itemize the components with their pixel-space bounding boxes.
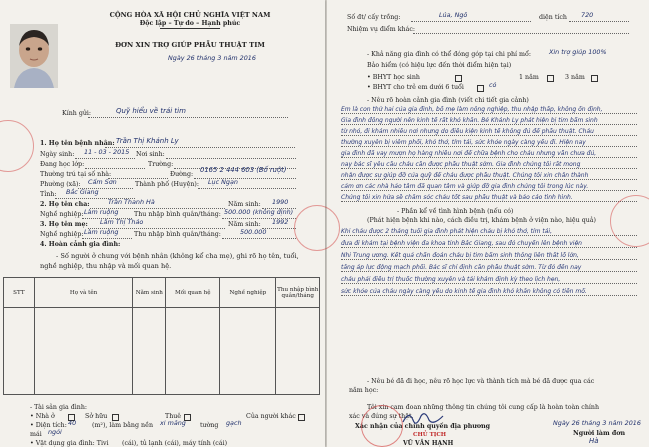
wall-label: tường <box>200 422 219 429</box>
handwritten-line: nay bác sĩ yêu cầu cháu cần được phẫu thuật sớm. Gia đình chúng tôi rất mong <box>341 161 581 168</box>
handwriting-rule <box>341 157 637 158</box>
school-label2: Trường: <box>148 161 174 168</box>
handwriting-rule <box>341 124 637 125</box>
requester-sign: Hà <box>589 437 599 445</box>
handwritten-line: gia đình đã vay mượn họ hàng nhiều nơi để chữa bệnh cho cháu nhưng vẫn chưa đủ, <box>341 150 597 157</box>
father-job-label: Nghề nghiệp: <box>40 211 84 218</box>
col-job: Nghề nghiệp <box>220 278 276 308</box>
household-table <box>3 277 320 395</box>
bhyt-checkbox[interactable] <box>455 75 462 82</box>
handwriting-rule <box>341 190 637 191</box>
section-1-label: 1. Họ tên bệnh nhân: <box>40 140 115 147</box>
table-row <box>4 308 320 395</box>
bhyt-value1: 1 năm <box>519 74 539 81</box>
form-title: ĐƠN XIN TRỢ GIÚP PHẪU THUẬT TIM <box>115 41 265 49</box>
col-stt: STT <box>4 278 35 308</box>
mother-job-value: Làm ruộng <box>84 228 119 236</box>
handwriting-rule <box>341 168 637 169</box>
assets-title: - Tài sản gia đình: <box>30 404 88 411</box>
header-motto: Độc lập – Tự do – Hạnh phúc <box>139 20 241 27</box>
handwritten-line: cháu phải điều trị thuốc thường xuyên và tái khám định kỳ theo lịch hẹn, <box>341 276 561 283</box>
situation-title: - Nêu rõ hoàn cảnh gia đình (viết chi tiết gia cảnh) <box>367 97 529 104</box>
dob-value: 11 - 03 - 2015 <box>84 148 130 156</box>
section-4-label: 4. Hoàn cảnh gia đình: <box>40 241 121 248</box>
pob-label: Nơi sinh: <box>136 151 165 158</box>
bonus-line <box>413 33 629 34</box>
father-year-value: 1990 <box>272 198 289 206</box>
official-signature <box>401 408 445 430</box>
area-line-right <box>569 21 629 22</box>
mother-income-value: 500.000 <box>240 228 267 236</box>
mother-job-label: Nghề nghiệp: <box>40 231 84 238</box>
handwritten-line: nhận được sự giúp đỡ của quỹ để cháu được phẫu thuật. Chúng tôi xin chân thành <box>341 172 589 179</box>
ward-label: Phường (xã): <box>40 181 81 188</box>
school-label: Đang học lớp: <box>40 161 85 168</box>
street-label: Đường: <box>170 171 194 178</box>
form-date: Ngày 26 tháng 3 năm 2016 <box>168 54 256 62</box>
sign-date: Ngày 26 tháng 3 năm 2016 <box>553 419 641 427</box>
province-value: Bắc Giang <box>66 188 99 196</box>
dob-label: Ngày sinh: <box>40 151 75 158</box>
health-line <box>411 21 531 22</box>
col-relation: Mối quan hệ <box>166 278 220 308</box>
handwriting-rule <box>341 235 637 236</box>
father-income-label: Thu nhập bình quân/tháng: <box>134 211 221 218</box>
bhyt2-line: • BHYT cho trẻ em dưới 6 tuổi <box>367 84 464 91</box>
floor-value: xi măng <box>160 419 186 427</box>
owner-other-label: Của người khác <box>246 413 296 420</box>
bhyt-value2: 3 năm <box>565 74 585 81</box>
mother-year-line <box>262 228 296 229</box>
bonus-label: Nhiệm vụ điểm khác: <box>347 26 416 33</box>
handwriting-rule <box>341 259 637 260</box>
address-label: Thường trú tại số nhà: <box>40 171 112 178</box>
form-page-right <box>327 0 649 447</box>
patient-name-value: Trần Thị Khánh Ly <box>116 137 179 145</box>
section-4-note: - Số người ở chung với bệnh nhân (không kể cha mẹ), ghi rõ họ tên, tuổi, <box>56 252 299 260</box>
handwriting-rule <box>341 283 637 284</box>
addressee-line <box>88 117 288 118</box>
phone-value: 0165 2 444 603 (Bố ruột) <box>200 166 287 174</box>
handwritten-line: đưa đi khám tại bệnh viện đa khoa tỉnh Bắc Giang, sau đó chuyển lên bệnh viện <box>341 240 582 247</box>
handwritten-line: Gia đình đông người nên kinh tế rất khó khăn. Bé Khánh Ly phát hiện bị tim bẩm sinh <box>341 117 598 124</box>
province-label: Tỉnh: <box>40 191 57 198</box>
roof-value: ngói <box>48 428 62 436</box>
handwriting-rule <box>341 113 637 114</box>
dob-line <box>75 158 135 159</box>
local-confirm-label: Xác nhận của chính quyền địa phương <box>355 423 491 430</box>
achievement-line: - Nêu bé đã đi học, nêu rõ học lực và thành tích mà bé đã được qua các <box>367 378 595 385</box>
achievement-line2: năm học: <box>349 387 379 394</box>
addressee-label: Kính gửi: <box>62 110 92 117</box>
handwritten-line: Nhi Trung ương. Kết quả chẩn đoán cháu bị tim bẩm sinh thông liên thất lỗ lớn, <box>341 252 579 259</box>
col-income: Thu nhập bình quân/tháng <box>276 278 320 308</box>
support-value: Xin trợ giúp 100% <box>549 48 607 56</box>
own-checkbox[interactable] <box>112 414 119 421</box>
area-unit: (m²), làm bằng nền <box>92 422 154 429</box>
pob-line <box>166 158 296 159</box>
address-line <box>108 178 168 179</box>
city-label: Thành phố (Huyện): <box>135 181 199 188</box>
bhyt-3yr-checkbox[interactable] <box>591 75 598 82</box>
requester-label: Người làm đơn <box>573 430 626 437</box>
col-year: Năm sinh <box>133 278 166 308</box>
handwritten-line: thường xuyên bị viêm phổi, khó thở, tím tái, sức khỏe ngày càng yếu đi. Hiện nay <box>341 139 586 146</box>
handwriting-rule <box>341 271 637 272</box>
patient-photo <box>10 24 58 88</box>
handwritten-line: cảm ơn các nhà hảo tâm đã quan tâm và giúp đỡ gia đình chúng tôi trong lúc này. <box>341 183 589 190</box>
handwritten-line: Em là con thứ hai của gia đình, bố mẹ làm nông nghiệp, thu nhập thấp, không ổn định, <box>341 106 603 113</box>
area-value: 40 <box>68 419 77 427</box>
disease-title: - Phần kể về tình hình bệnh (nếu có) <box>397 208 514 215</box>
handwritten-line: sức khỏe của cháu ngày càng yếu do kinh tế gia đình khó khăn không có tiền mổ. <box>341 288 587 295</box>
support-line: - Khả năng gia đình có thể đóng góp tại chi phí mổ: <box>367 51 531 58</box>
own-label: Sở hữu <box>85 413 108 420</box>
mother-name-value: Lâm Thị Thảo <box>100 218 144 226</box>
handwriting-rule <box>341 179 637 180</box>
city-line <box>198 188 296 189</box>
commit-line: Tôi xin cam đoan những thông tin chúng tôi cung cấp là hoàn toàn chính <box>367 404 600 411</box>
disease-sub: (Phát hiện bệnh khi nào, cách điều trị, khám bệnh ở viện nào, hiệu quả) <box>367 217 597 224</box>
mother-year-label: Năm sinh: <box>228 221 261 228</box>
section-4-note2: nghề nghiệp, thu nhập và mối quan hệ. <box>40 262 172 270</box>
roof-label: mái <box>30 431 42 438</box>
rent-label: Thuê <box>165 413 182 420</box>
header-country: CỘNG HÒA XÃ HỘI CHỦ NGHĨA VIỆT NAM <box>109 11 271 19</box>
mother-year-value: 1992 <box>272 218 289 226</box>
bhyt2-checkbox[interactable] <box>477 85 484 92</box>
handwritten-line: Khi cháu được 2 tháng tuổi gia đình phát hiện cháu bị khó thở, tím tái, <box>341 228 552 235</box>
school-line <box>85 168 145 169</box>
mother-income-line <box>222 238 296 239</box>
items-tail: (cái), tủ lạnh (cái), máy tính (cái) <box>122 440 228 447</box>
handwritten-line: tăng áp lực động mạch phổi. Bác sĩ chỉ định cần phẫu thuật sớm. Từ đó đến nay <box>341 264 582 271</box>
header-underline <box>160 28 220 29</box>
center-stamp-partial <box>294 205 340 251</box>
ward-value: Cấm Sơn <box>88 178 117 186</box>
commit-line2: xác và đúng sự thật. <box>349 413 414 420</box>
area-label-right: diện tích <box>539 14 567 21</box>
wall-value: gạch <box>226 419 242 427</box>
official-title: CHỦ TỊCH <box>413 432 447 438</box>
bhyt-1yr-checkbox[interactable] <box>547 75 554 82</box>
father-name-value: Trần Thanh Hà <box>108 198 155 206</box>
father-job-value: Làm ruộng <box>84 208 119 216</box>
official-stamp <box>361 405 403 447</box>
handwritten-line: Chúng tôi xin hứa sẽ chăm sóc cháu tốt sau phẫu thuật và báo cáo tình hình. <box>341 194 573 201</box>
mother-income-label: Thu nhập bình quân/tháng: <box>134 231 221 238</box>
insurance-line: Bảo hiểm (có hiệu lực đến thời điểm hiện tại) <box>367 62 512 69</box>
mother-job-line <box>82 238 132 239</box>
section-2-label: 2. Họ tên cha: <box>40 201 90 208</box>
bhyt2-value: có <box>489 81 497 89</box>
handwriting-rule <box>341 201 637 202</box>
section-3-label: 3. Họ tên mẹ: <box>40 221 88 228</box>
city-value: Lục Ngạn <box>208 178 238 186</box>
house-label: • Nhà ở <box>30 413 55 420</box>
health-line-label: Số đt/ cấy trồng: <box>347 14 401 21</box>
area-value-right: 720 <box>581 11 594 19</box>
official-name: VŨ VĂN HẠNH <box>403 440 454 447</box>
s1-line <box>105 147 295 148</box>
father-income-value: 500.000 (không định) <box>224 208 294 216</box>
health-value: Lúa, Ngô <box>439 11 468 19</box>
area-label: • Diện tích: <box>30 422 67 429</box>
handwriting-rule <box>341 135 637 136</box>
items-label: • Vật dụng gia đình: Tivi <box>30 440 109 447</box>
handwritten-line: từ nhỏ, đi khám nhiều nơi nhưng do điều kiện kinh tế không đủ để phẫu thuật. Cháu <box>341 128 594 135</box>
father-year-label: Năm sinh: <box>228 201 261 208</box>
addressee-value: Quỹ hiểu về trái tim <box>116 107 186 115</box>
handwriting-rule <box>341 247 637 248</box>
handwriting-rule <box>341 146 637 147</box>
owner-other-checkbox[interactable] <box>298 414 305 421</box>
handwriting-rule <box>341 295 637 296</box>
bhyt-line: • BHYT học sinh <box>367 74 420 81</box>
col-name: Họ và tên <box>34 278 133 308</box>
